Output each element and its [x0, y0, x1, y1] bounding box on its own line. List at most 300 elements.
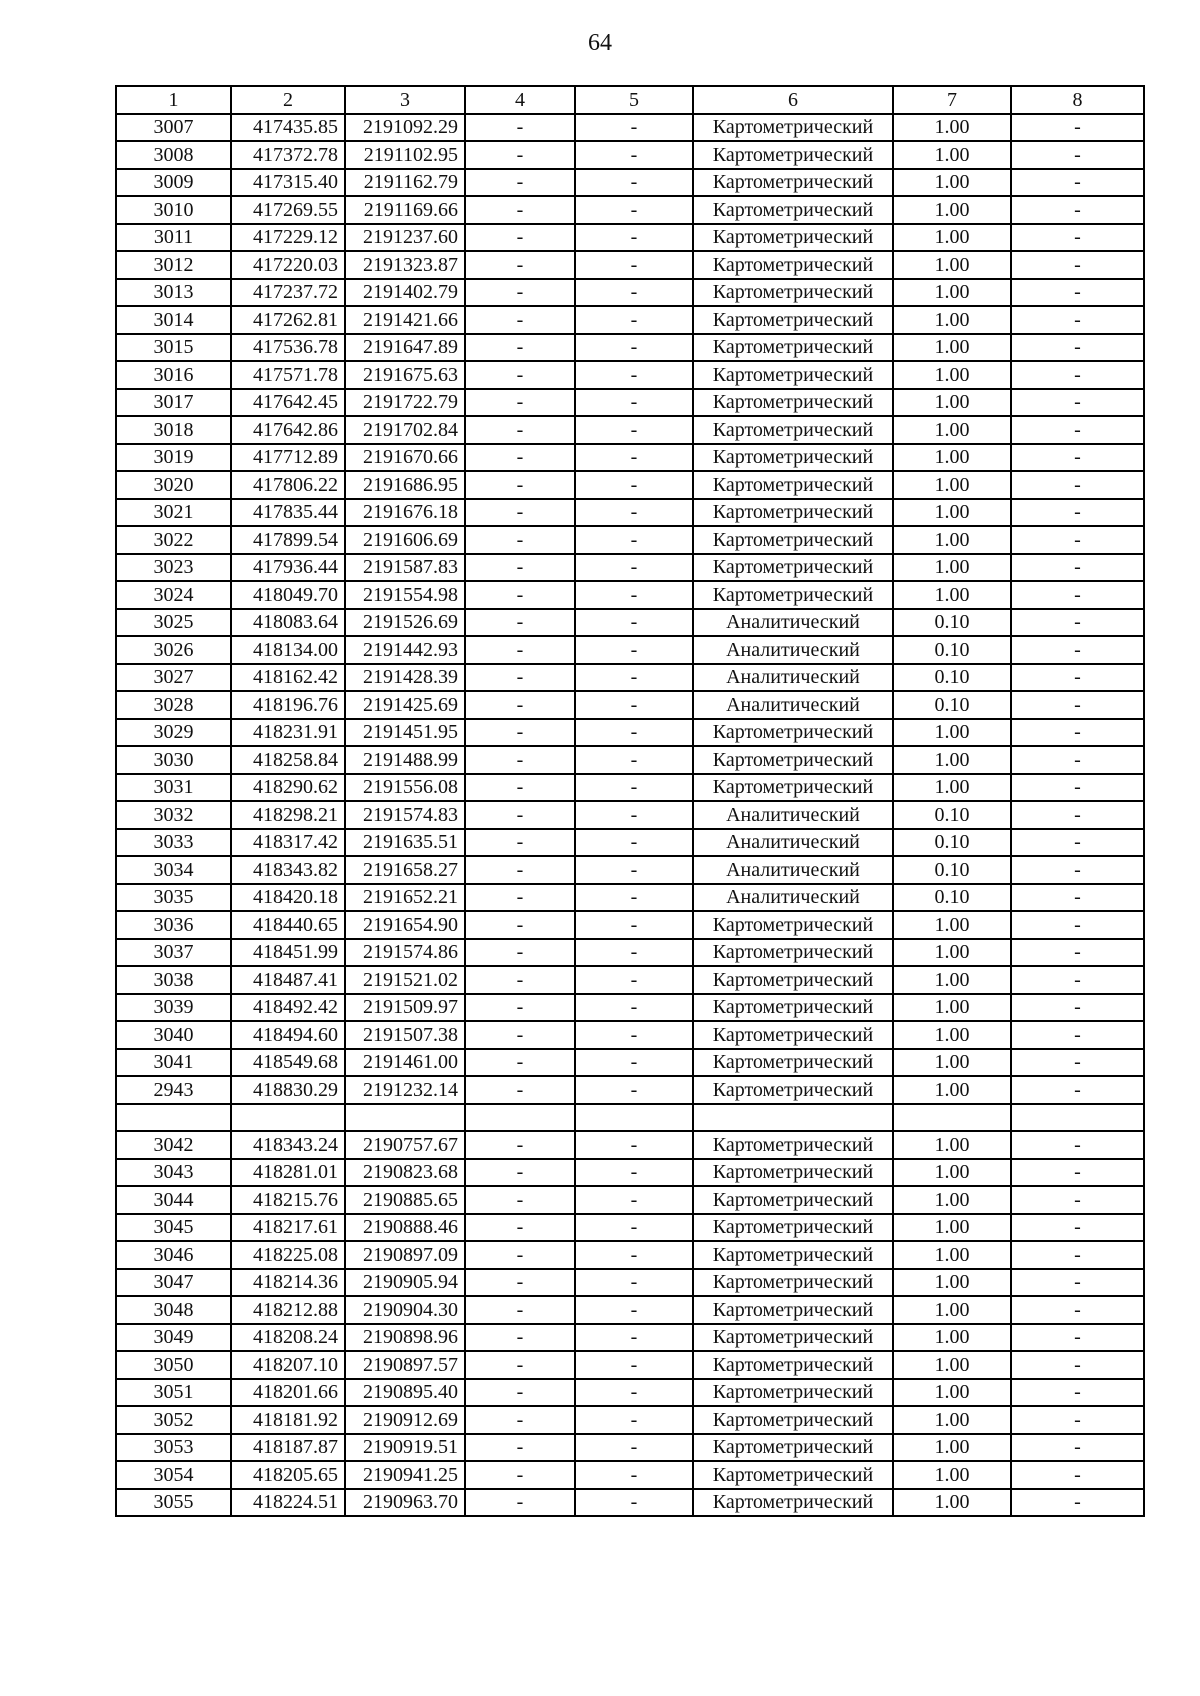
accuracy-cell: 1.00 [893, 389, 1011, 417]
table-row [116, 829, 1144, 857]
col4-cell: - [465, 1214, 575, 1242]
table-row [116, 994, 1144, 1022]
accuracy-cell: 1.00 [893, 1186, 1011, 1214]
method-cell: Картометрический [693, 1021, 893, 1049]
point-number-cell: 3042 [116, 1131, 231, 1159]
point-number-cell: 3040 [116, 1021, 231, 1049]
method-cell: Картометрический [693, 1489, 893, 1517]
table-row [116, 884, 1144, 912]
method-cell: Картометрический [693, 1186, 893, 1214]
col5-cell: - [575, 389, 693, 417]
col5-cell: - [575, 1296, 693, 1324]
accuracy-cell: 1.00 [893, 1379, 1011, 1407]
col8-cell: - [1011, 361, 1144, 389]
x-coordinate-cell: 418214.36 [231, 1269, 345, 1297]
method-cell: Аналитический [693, 664, 893, 692]
y-coordinate-cell: 2191488.99 [345, 746, 465, 774]
point-number-cell: 3026 [116, 636, 231, 664]
y-coordinate-cell: 2191606.69 [345, 526, 465, 554]
point-number-cell: 3032 [116, 801, 231, 829]
y-coordinate-cell: 2190885.65 [345, 1186, 465, 1214]
method-cell: Картометрический [693, 251, 893, 279]
col8-cell: - [1011, 1296, 1144, 1324]
col4-cell: - [465, 966, 575, 994]
method-cell: Картометрический [693, 499, 893, 527]
col4-cell: - [465, 1241, 575, 1269]
col4-cell: - [465, 774, 575, 802]
col8-cell: - [1011, 114, 1144, 142]
point-number-cell: 3027 [116, 664, 231, 692]
col4-cell: - [465, 141, 575, 169]
x-coordinate-cell: 418290.62 [231, 774, 345, 802]
x-coordinate-cell: 417642.45 [231, 389, 345, 417]
point-number-cell [116, 1104, 231, 1132]
table-row [116, 251, 1144, 279]
method-cell: Картометрический [693, 1434, 893, 1462]
accuracy-cell: 1.00 [893, 1406, 1011, 1434]
table-row [116, 911, 1144, 939]
x-coordinate-cell: 418224.51 [231, 1489, 345, 1517]
x-coordinate-cell: 418208.24 [231, 1324, 345, 1352]
accuracy-cell: 1.00 [893, 774, 1011, 802]
col4-cell: - [465, 196, 575, 224]
method-cell: Аналитический [693, 829, 893, 857]
table-row [116, 801, 1144, 829]
accuracy-cell: 1.00 [893, 141, 1011, 169]
accuracy-cell: 0.10 [893, 801, 1011, 829]
col8-cell: - [1011, 1489, 1144, 1517]
x-coordinate-cell: 417936.44 [231, 554, 345, 582]
table-row [116, 1489, 1144, 1517]
method-cell: Картометрический [693, 306, 893, 334]
accuracy-cell: 1.00 [893, 361, 1011, 389]
method-cell: Картометрический [693, 1351, 893, 1379]
y-coordinate-cell: 2191461.00 [345, 1049, 465, 1077]
x-coordinate-cell: 417571.78 [231, 361, 345, 389]
table-row [116, 1076, 1144, 1104]
x-coordinate-cell: 417315.40 [231, 169, 345, 197]
point-number-cell: 3055 [116, 1489, 231, 1517]
col4-cell: - [465, 444, 575, 472]
col4-cell: - [465, 1021, 575, 1049]
col4-cell: - [465, 499, 575, 527]
point-number-cell: 3028 [116, 691, 231, 719]
y-coordinate-cell: 2190895.40 [345, 1379, 465, 1407]
point-number-cell: 3054 [116, 1461, 231, 1489]
method-cell: Картометрический [693, 444, 893, 472]
table-row [116, 114, 1144, 142]
col4-cell: - [465, 939, 575, 967]
x-coordinate-cell: 418215.76 [231, 1186, 345, 1214]
col4-cell: - [465, 994, 575, 1022]
method-cell: Картометрический [693, 774, 893, 802]
x-coordinate-cell: 418049.70 [231, 581, 345, 609]
col8-cell: - [1011, 526, 1144, 554]
point-number-cell: 3011 [116, 224, 231, 252]
y-coordinate-cell: 2191425.69 [345, 691, 465, 719]
col8-cell: - [1011, 719, 1144, 747]
point-number-cell: 3016 [116, 361, 231, 389]
point-number-cell: 3019 [116, 444, 231, 472]
col5-cell: - [575, 1489, 693, 1517]
column-header: 5 [575, 86, 693, 114]
accuracy-cell: 1.00 [893, 279, 1011, 307]
col5-cell: - [575, 1324, 693, 1352]
col8-cell: - [1011, 1241, 1144, 1269]
col4-cell: - [465, 691, 575, 719]
point-number-cell: 3045 [116, 1214, 231, 1242]
method-cell: Картометрический [693, 196, 893, 224]
method-cell [693, 1104, 893, 1132]
point-number-cell: 3021 [116, 499, 231, 527]
col5-cell: - [575, 114, 693, 142]
method-cell: Картометрический [693, 966, 893, 994]
y-coordinate-cell: 2191722.79 [345, 389, 465, 417]
col5-cell: - [575, 856, 693, 884]
x-coordinate-cell: 418207.10 [231, 1351, 345, 1379]
col8-cell: - [1011, 609, 1144, 637]
col8-cell [1011, 1104, 1144, 1132]
table-row [116, 526, 1144, 554]
y-coordinate-cell: 2190757.67 [345, 1131, 465, 1159]
x-coordinate-cell: 418343.82 [231, 856, 345, 884]
table-row [116, 719, 1144, 747]
point-number-cell: 3014 [116, 306, 231, 334]
x-coordinate-cell: 417237.72 [231, 279, 345, 307]
accuracy-cell: 0.10 [893, 609, 1011, 637]
method-cell: Картометрический [693, 224, 893, 252]
column-header: 7 [893, 86, 1011, 114]
col4-cell: - [465, 746, 575, 774]
col4-cell: - [465, 1186, 575, 1214]
y-coordinate-cell: 2191526.69 [345, 609, 465, 637]
method-cell: Аналитический [693, 609, 893, 637]
col8-cell: - [1011, 1159, 1144, 1187]
point-number-cell: 3038 [116, 966, 231, 994]
x-coordinate-cell: 418343.24 [231, 1131, 345, 1159]
table-row [116, 554, 1144, 582]
accuracy-cell: 1.00 [893, 939, 1011, 967]
method-cell: Картометрический [693, 389, 893, 417]
point-number-cell: 2943 [116, 1076, 231, 1104]
col5-cell: - [575, 609, 693, 637]
col5-cell: - [575, 1076, 693, 1104]
col8-cell: - [1011, 444, 1144, 472]
col4-cell: - [465, 334, 575, 362]
y-coordinate-cell: 2191702.84 [345, 416, 465, 444]
point-number-cell: 3053 [116, 1434, 231, 1462]
method-cell: Картометрический [693, 746, 893, 774]
table-row [116, 224, 1144, 252]
x-coordinate-cell: 418083.64 [231, 609, 345, 637]
col5-cell: - [575, 1021, 693, 1049]
col5-cell: - [575, 801, 693, 829]
col4-cell: - [465, 224, 575, 252]
y-coordinate-cell: 2191676.18 [345, 499, 465, 527]
col5-cell: - [575, 471, 693, 499]
accuracy-cell: 1.00 [893, 911, 1011, 939]
col4-cell: - [465, 884, 575, 912]
col5-cell: - [575, 1461, 693, 1489]
col4-cell: - [465, 664, 575, 692]
col5-cell: - [575, 1241, 693, 1269]
point-number-cell: 3043 [116, 1159, 231, 1187]
col4-cell: - [465, 389, 575, 417]
col8-cell: - [1011, 939, 1144, 967]
table-header-row [116, 86, 1144, 114]
col5-cell: - [575, 224, 693, 252]
col5-cell: - [575, 911, 693, 939]
point-number-cell: 3007 [116, 114, 231, 142]
method-cell: Картометрический [693, 526, 893, 554]
table-row [116, 691, 1144, 719]
table-row [116, 1434, 1144, 1462]
table-row [116, 1296, 1144, 1324]
coordinates-table [115, 85, 1145, 1517]
col5-cell: - [575, 719, 693, 747]
col4-cell: - [465, 1131, 575, 1159]
x-coordinate-cell: 417229.12 [231, 224, 345, 252]
y-coordinate-cell: 2191162.79 [345, 169, 465, 197]
method-cell: Картометрический [693, 1269, 893, 1297]
y-coordinate-cell: 2191507.38 [345, 1021, 465, 1049]
column-header: 6 [693, 86, 893, 114]
point-number-cell: 3039 [116, 994, 231, 1022]
table-row [116, 774, 1144, 802]
y-coordinate-cell: 2190897.57 [345, 1351, 465, 1379]
x-coordinate-cell: 417435.85 [231, 114, 345, 142]
col4-cell: - [465, 581, 575, 609]
col8-cell: - [1011, 1021, 1144, 1049]
col5-cell: - [575, 1406, 693, 1434]
col4-cell: - [465, 856, 575, 884]
table-row [116, 966, 1144, 994]
col5-cell: - [575, 581, 693, 609]
col5-cell: - [575, 554, 693, 582]
col8-cell: - [1011, 801, 1144, 829]
accuracy-cell: 1.00 [893, 1159, 1011, 1187]
col5-cell: - [575, 1434, 693, 1462]
col5-cell: - [575, 334, 693, 362]
col8-cell: - [1011, 1214, 1144, 1242]
col5-cell: - [575, 251, 693, 279]
col8-cell: - [1011, 471, 1144, 499]
col5-cell: - [575, 1131, 693, 1159]
point-number-cell: 3048 [116, 1296, 231, 1324]
x-coordinate-cell: 418134.00 [231, 636, 345, 664]
y-coordinate-cell: 2191647.89 [345, 334, 465, 362]
y-coordinate-cell [345, 1104, 465, 1132]
col8-cell: - [1011, 554, 1144, 582]
col8-cell: - [1011, 1076, 1144, 1104]
accuracy-cell: 0.10 [893, 856, 1011, 884]
method-cell: Картометрический [693, 1406, 893, 1434]
y-coordinate-cell: 2190823.68 [345, 1159, 465, 1187]
method-cell: Картометрический [693, 1296, 893, 1324]
x-coordinate-cell: 418298.21 [231, 801, 345, 829]
col8-cell: - [1011, 691, 1144, 719]
accuracy-cell: 1.00 [893, 1324, 1011, 1352]
col4-cell: - [465, 1434, 575, 1462]
x-coordinate-cell: 417262.81 [231, 306, 345, 334]
y-coordinate-cell: 2191686.95 [345, 471, 465, 499]
col8-cell: - [1011, 1324, 1144, 1352]
col8-cell: - [1011, 856, 1144, 884]
x-coordinate-cell: 418549.68 [231, 1049, 345, 1077]
table-row [116, 636, 1144, 664]
x-coordinate-cell: 417372.78 [231, 141, 345, 169]
accuracy-cell: 1.00 [893, 224, 1011, 252]
col4-cell: - [465, 636, 575, 664]
accuracy-cell: 1.00 [893, 499, 1011, 527]
col8-cell: - [1011, 1434, 1144, 1462]
col4-cell: - [465, 306, 575, 334]
x-coordinate-cell: 418181.92 [231, 1406, 345, 1434]
table-row [116, 1406, 1144, 1434]
col8-cell: - [1011, 884, 1144, 912]
x-coordinate-cell: 418201.66 [231, 1379, 345, 1407]
col8-cell: - [1011, 1461, 1144, 1489]
col4-cell: - [465, 1269, 575, 1297]
method-cell: Картометрический [693, 581, 893, 609]
y-coordinate-cell: 2191442.93 [345, 636, 465, 664]
col8-cell: - [1011, 499, 1144, 527]
y-coordinate-cell: 2191509.97 [345, 994, 465, 1022]
col5-cell: - [575, 829, 693, 857]
method-cell: Картометрический [693, 994, 893, 1022]
method-cell: Картометрический [693, 1379, 893, 1407]
table-row [116, 196, 1144, 224]
point-number-cell: 3035 [116, 884, 231, 912]
method-cell: Картометрический [693, 114, 893, 142]
col5-cell: - [575, 141, 693, 169]
method-cell: Картометрический [693, 141, 893, 169]
col5-cell: - [575, 939, 693, 967]
accuracy-cell: 1.00 [893, 719, 1011, 747]
table-row [116, 471, 1144, 499]
y-coordinate-cell: 2190912.69 [345, 1406, 465, 1434]
col8-cell: - [1011, 994, 1144, 1022]
col5-cell: - [575, 1159, 693, 1187]
accuracy-cell: 1.00 [893, 169, 1011, 197]
x-coordinate-cell: 418494.60 [231, 1021, 345, 1049]
method-cell: Аналитический [693, 801, 893, 829]
col4-cell: - [465, 911, 575, 939]
point-number-cell: 3020 [116, 471, 231, 499]
accuracy-cell: 1.00 [893, 1131, 1011, 1159]
point-number-cell: 3024 [116, 581, 231, 609]
col4-cell: - [465, 361, 575, 389]
col8-cell: - [1011, 1351, 1144, 1379]
method-cell: Картометрический [693, 1076, 893, 1104]
accuracy-cell: 1.00 [893, 581, 1011, 609]
x-coordinate-cell: 418830.29 [231, 1076, 345, 1104]
table-row [116, 1379, 1144, 1407]
point-number-cell: 3037 [116, 939, 231, 967]
x-coordinate-cell: 418196.76 [231, 691, 345, 719]
x-coordinate-cell: 418187.87 [231, 1434, 345, 1462]
table-row [116, 939, 1144, 967]
y-coordinate-cell: 2191521.02 [345, 966, 465, 994]
col8-cell: - [1011, 911, 1144, 939]
point-number-cell: 3013 [116, 279, 231, 307]
point-number-cell: 3010 [116, 196, 231, 224]
col4-cell: - [465, 1351, 575, 1379]
col4-cell: - [465, 471, 575, 499]
col5-cell: - [575, 279, 693, 307]
accuracy-cell: 1.00 [893, 1351, 1011, 1379]
col5-cell: - [575, 1049, 693, 1077]
col5-cell: - [575, 746, 693, 774]
column-header: 1 [116, 86, 231, 114]
col8-cell: - [1011, 664, 1144, 692]
x-coordinate-cell: 418258.84 [231, 746, 345, 774]
table-row [116, 499, 1144, 527]
accuracy-cell: 1.00 [893, 526, 1011, 554]
point-number-cell: 3025 [116, 609, 231, 637]
accuracy-cell [893, 1104, 1011, 1132]
y-coordinate-cell: 2191237.60 [345, 224, 465, 252]
table-row [116, 1049, 1144, 1077]
col8-cell: - [1011, 1131, 1144, 1159]
table-row [116, 1159, 1144, 1187]
col5-cell: - [575, 884, 693, 912]
point-number-cell: 3029 [116, 719, 231, 747]
col8-cell: - [1011, 1406, 1144, 1434]
table-row [116, 1186, 1144, 1214]
point-number-cell: 3036 [116, 911, 231, 939]
y-coordinate-cell: 2191428.39 [345, 664, 465, 692]
method-cell: Картометрический [693, 1049, 893, 1077]
y-coordinate-cell: 2191169.66 [345, 196, 465, 224]
col5-cell: - [575, 361, 693, 389]
accuracy-cell: 1.00 [893, 1489, 1011, 1517]
accuracy-cell: 1.00 [893, 1296, 1011, 1324]
col4-cell: - [465, 719, 575, 747]
x-coordinate-cell: 418217.61 [231, 1214, 345, 1242]
table-row [116, 1131, 1144, 1159]
point-number-cell: 3044 [116, 1186, 231, 1214]
table-body [116, 86, 1144, 1516]
method-cell: Картометрический [693, 361, 893, 389]
col5-cell: - [575, 994, 693, 1022]
table-row [116, 1461, 1144, 1489]
x-coordinate-cell: 417269.55 [231, 196, 345, 224]
col4-cell: - [465, 829, 575, 857]
point-number-cell: 3012 [116, 251, 231, 279]
method-cell: Картометрический [693, 1159, 893, 1187]
col4-cell: - [465, 609, 575, 637]
col5-cell [575, 1104, 693, 1132]
table-row [116, 664, 1144, 692]
y-coordinate-cell: 2191451.95 [345, 719, 465, 747]
point-number-cell: 3015 [116, 334, 231, 362]
col4-cell: - [465, 251, 575, 279]
x-coordinate-cell: 418205.65 [231, 1461, 345, 1489]
method-cell: Картометрический [693, 279, 893, 307]
accuracy-cell: 0.10 [893, 829, 1011, 857]
col4-cell: - [465, 1296, 575, 1324]
point-number-cell: 3018 [116, 416, 231, 444]
method-cell: Картометрический [693, 939, 893, 967]
y-coordinate-cell: 2191574.83 [345, 801, 465, 829]
col5-cell: - [575, 1379, 693, 1407]
col8-cell: - [1011, 251, 1144, 279]
column-header: 8 [1011, 86, 1144, 114]
y-coordinate-cell: 2190904.30 [345, 1296, 465, 1324]
accuracy-cell: 1.00 [893, 1461, 1011, 1489]
col8-cell: - [1011, 389, 1144, 417]
